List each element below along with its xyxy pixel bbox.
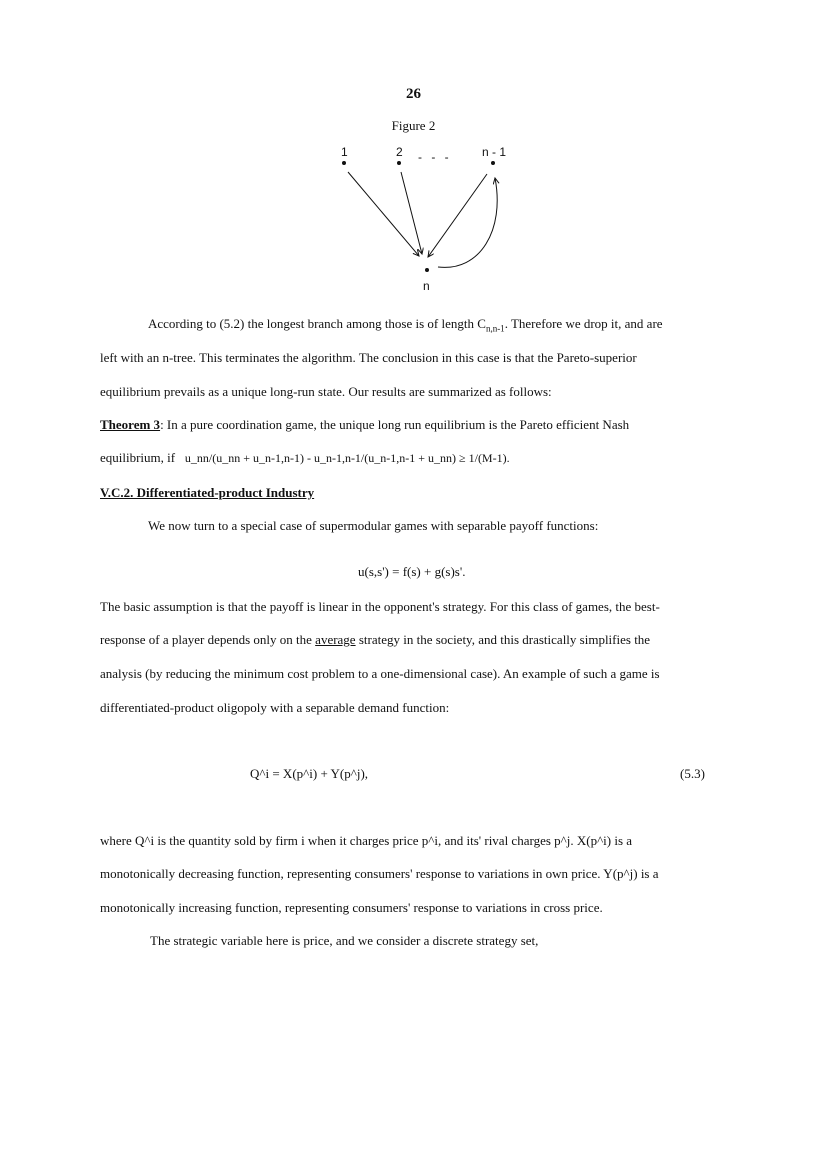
para3-line4: differentiated-product oligopoly with a separable demand function: xyxy=(100,700,450,715)
average-emphasis: average xyxy=(315,632,356,647)
node-1-dot xyxy=(342,161,346,165)
para2: We now turn to a special case of supermodular games with separable payoff functions: xyxy=(148,518,599,533)
node-n-dot xyxy=(425,268,429,272)
page-number: 26 xyxy=(406,86,421,102)
theorem-label: Theorem 3 xyxy=(100,417,161,432)
para3-line3: analysis (by reducing the minimum cost problem to a one-dimensional case). An example of such a game is xyxy=(100,666,660,681)
para3-line2: response of a player depends only on the average strategy in the society, and this drastically simplifies the xyxy=(100,632,651,647)
para3-line1: The basic assumption is that the payoff is linear in the opponent's strategy. For this class of games, the best- xyxy=(100,599,660,614)
equation-demand-number: (5.3) xyxy=(680,766,705,781)
section-heading: V.C.2. Differentiated-product Industry xyxy=(100,485,315,500)
theorem-line2: equilibrium, if u_nn/(u_nn + u_n-1,n-1) - u_n-1,n-1/(u_n-1,n-1 + u_nn) ≥ 1/(M-1). xyxy=(100,450,510,465)
edge-2-to-n xyxy=(401,172,422,254)
para4-line2: monotonically decreasing function, representing consumers' response to variations in own price. Y(p^j) is a xyxy=(100,866,659,881)
theorem-formula: u_nn/(u_nn + u_n-1,n-1) - u_n-1,n-1/(u_n-1,n-1 + u_nn) ≥ 1/(M-1). xyxy=(184,451,510,465)
node-label-dots: - - - xyxy=(418,150,452,164)
equation-demand: Q^i = X(p^i) + Y(p^j), xyxy=(250,766,369,781)
para1-line3: equilibrium prevails as a unique long-run state. Our results are summarized as follows: xyxy=(100,384,552,399)
edge-1-to-n xyxy=(348,172,419,256)
para1-line2: left with an n-tree. This terminates the algorithm. The conclusion in this case is that the Pareto-superior xyxy=(100,350,637,365)
para4-line1: where Q^i is the quantity sold by firm i when it charges price p^i, and its' rival charges p^j. X(p^i) is a xyxy=(100,833,633,848)
edge-n-to-nminus1 xyxy=(438,178,497,267)
para4-line3: monotonically increasing function, representing consumers' response to variations in cross price. xyxy=(100,900,603,915)
para1-line1: According to (5.2) the longest branch among those is of length $C_{n,n-1}$. Therefore we drop it, and are xyxy=(148,316,663,334)
theorem-line1: Theorem 3: In a pure coordination game, the unique long run equilibrium is the Pareto efficient Nash xyxy=(100,417,630,432)
node-label-n: n xyxy=(423,279,430,293)
figure-title: Figure 2 xyxy=(391,118,436,133)
equation-payoff: u(s,s') = f(s) + g(s)s'. xyxy=(358,564,466,579)
node-nminus1-dot xyxy=(491,161,495,165)
node-label-nminus1: n - 1 xyxy=(482,145,507,159)
para5: The strategic variable here is price, and we consider a discrete strategy set, xyxy=(150,933,539,948)
node-label-2: 2 xyxy=(396,145,403,159)
edge-nminus1-to-n xyxy=(428,174,487,257)
node-label-1: 1 xyxy=(341,145,348,159)
node-2-dot xyxy=(397,161,401,165)
figure-2-diagram xyxy=(0,0,827,310)
